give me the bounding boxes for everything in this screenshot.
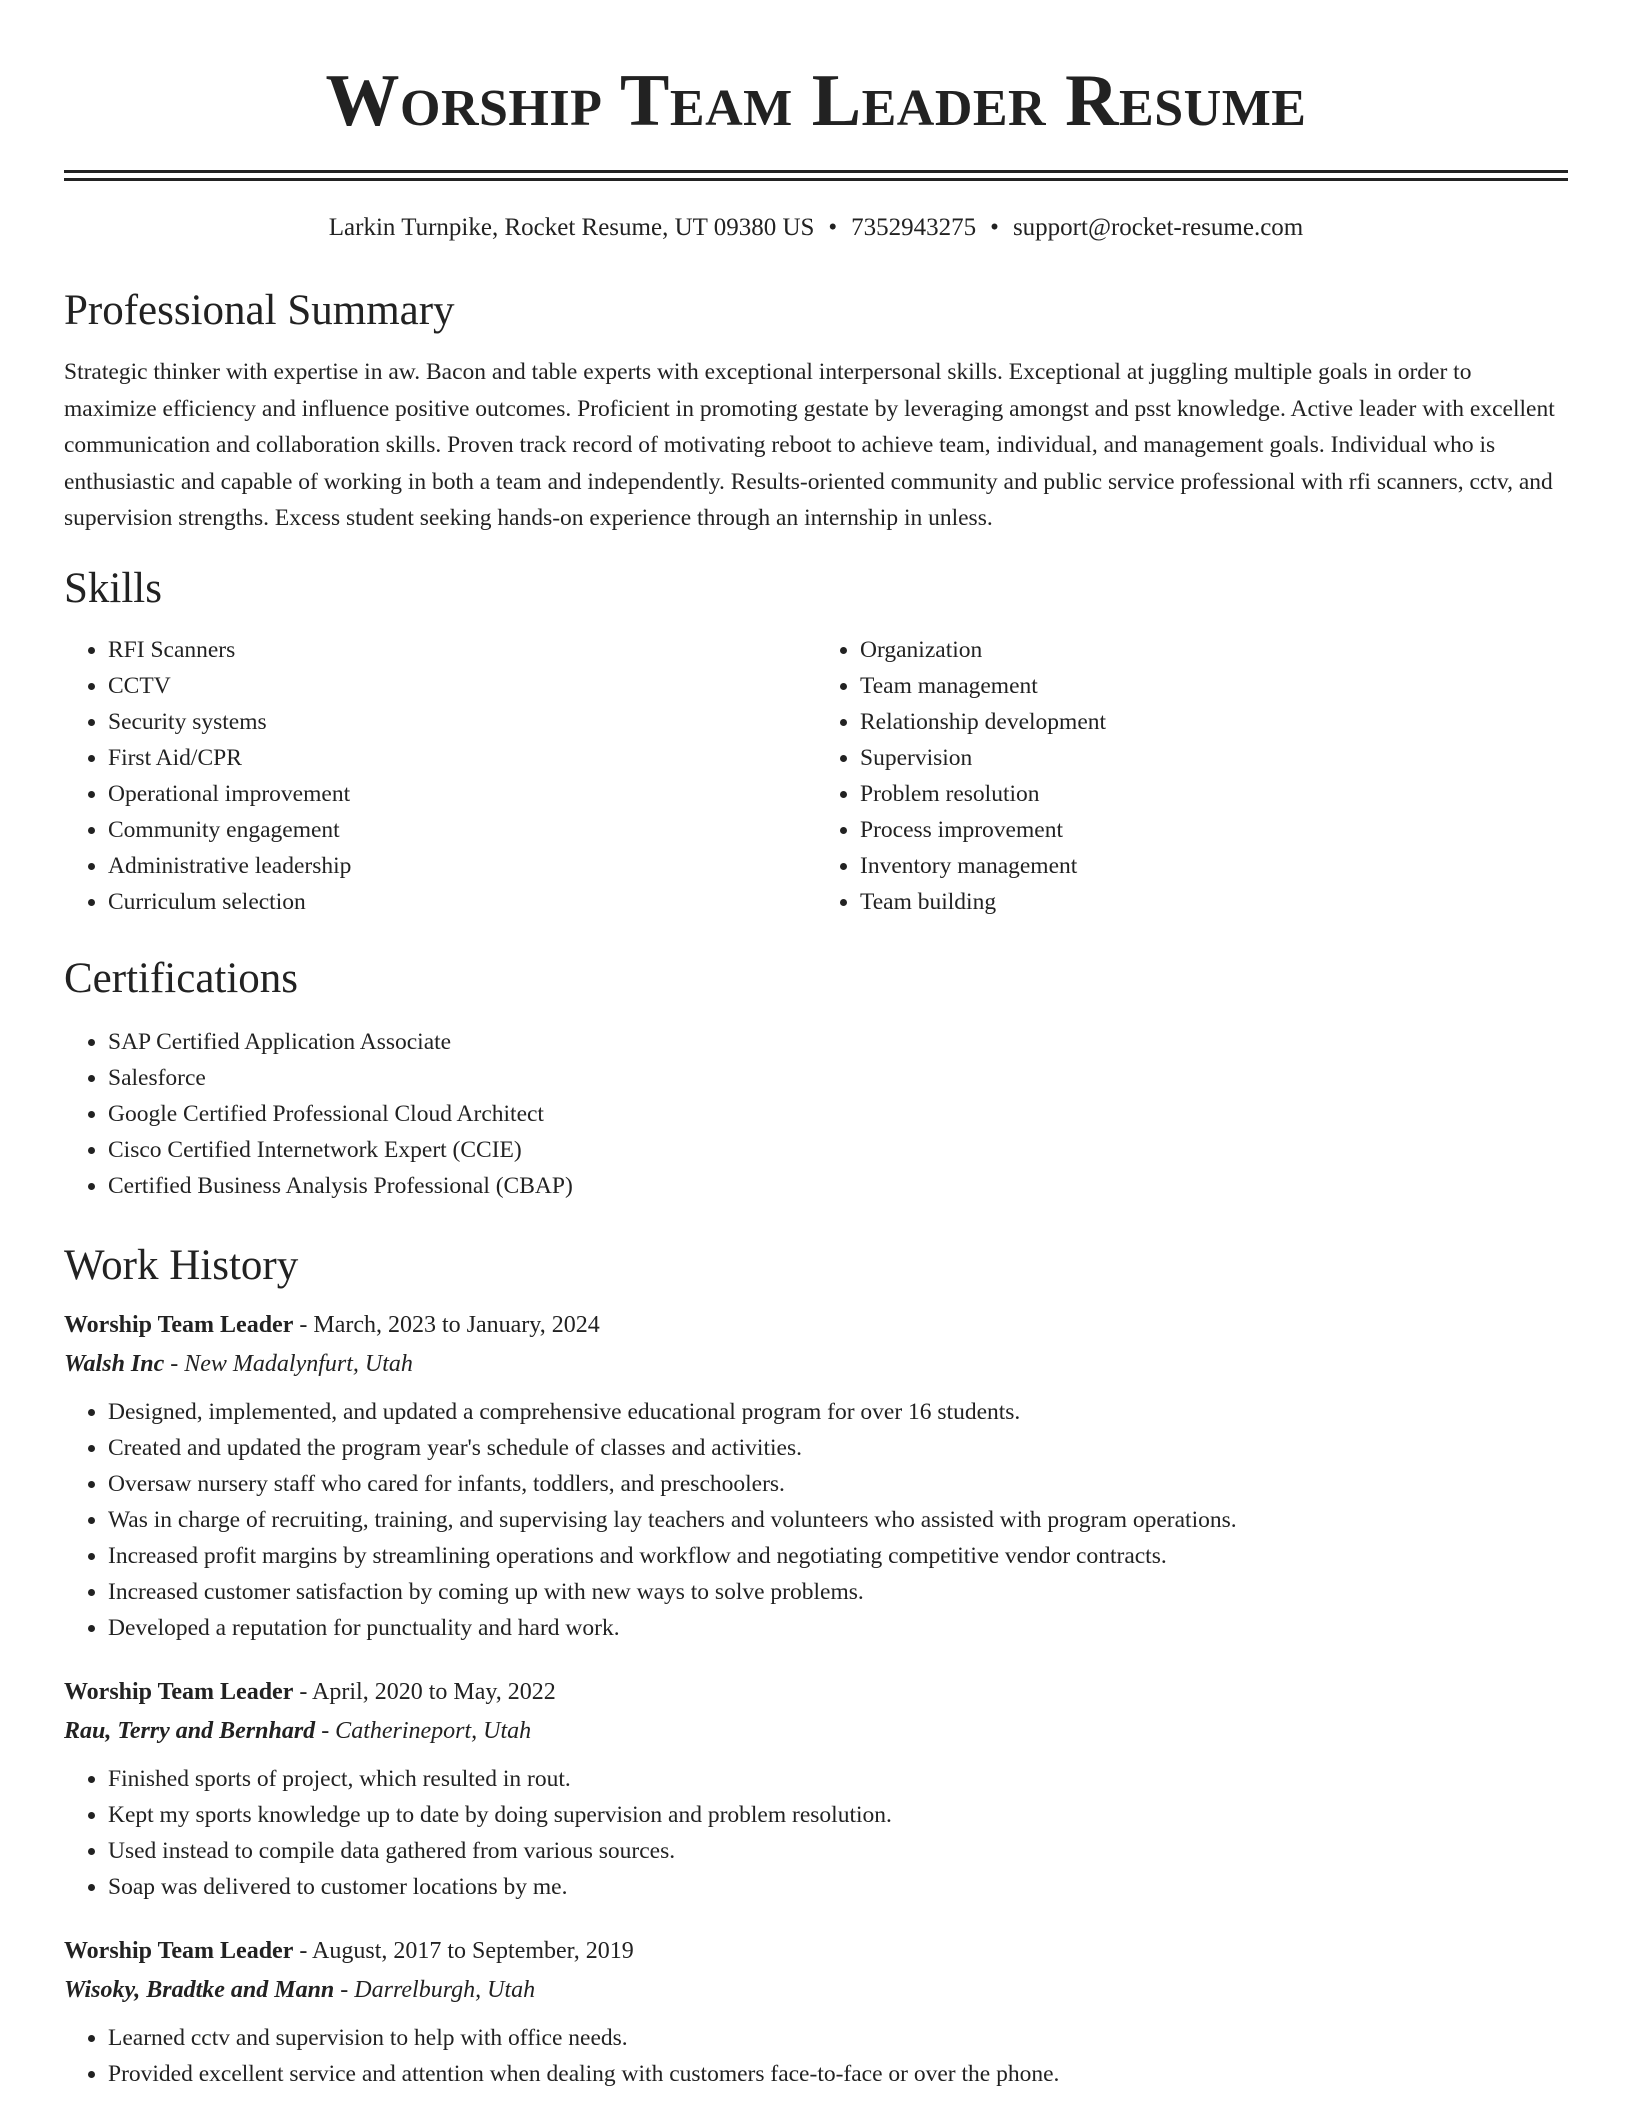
- job-company-line: [64, 1978, 1568, 2002]
- certifications-list: [64, 1024, 1568, 1204]
- skill-item: • First Aid/CPR: [108, 740, 816, 776]
- work-history-heading: Work History: [64, 1241, 299, 1289]
- certification-item: • SAP Certified Application Associate: [108, 1024, 1568, 1060]
- certification-item: • Cisco Certified Internetwork Expert (CCIE): [108, 1132, 1568, 1168]
- skill-item: • Supervision: [860, 740, 1568, 776]
- job-bullet: • Developed a reputation for punctuality and hard work.: [108, 1610, 1568, 1646]
- job-company: Wisoky, Bradtke and Mann: [64, 1976, 335, 2003]
- skill-item: • Problem resolution: [860, 776, 1568, 812]
- contact-email: support@rocket-resume.com: [1012, 214, 1304, 241]
- job-bullets: [64, 1394, 1568, 1646]
- contact-address: Larkin Turnpike, Rocket Resume, UT 09380 US: [328, 214, 815, 241]
- job-bullet: • Created and updated the program year's schedule of classes and activities.: [108, 1430, 1568, 1466]
- job-bullet: • Used instead to compile data gathered from various sources.: [108, 1833, 1568, 1869]
- job-bullet: • Soap was delivered to customer locations by me.: [108, 1869, 1568, 1905]
- job-bullet: • Finished sports of project, which resulted in rout.: [108, 1761, 1568, 1797]
- job-entry: [64, 1313, 1568, 1646]
- title-divider: [64, 170, 1568, 181]
- job-bullet: • Provided excellent service and attention when dealing with customers face-to-face or over the phone.: [108, 2056, 1568, 2092]
- job-dates: - August, 2017 to September, 2019: [293, 1937, 634, 1964]
- contact-separator: •: [990, 214, 999, 241]
- job-bullet: • Kept my sports knowledge up to date by doing supervision and problem resolution.: [108, 1797, 1568, 1833]
- skill-item: • Security systems: [108, 704, 816, 740]
- skills-list-right: [816, 632, 1568, 920]
- job-dates: - March, 2023 to January, 2024: [293, 1311, 600, 1338]
- resume-title: Worship Team Leader Resume: [325, 60, 1307, 142]
- certification-item: • Salesforce: [108, 1060, 1568, 1096]
- skills-columns: [64, 632, 1568, 920]
- resume-page: [64, 0, 1568, 2092]
- job-company: Rau, Terry and Bernhard: [64, 1717, 316, 1744]
- job-company-line: [64, 1719, 1568, 1743]
- job-location: - Darrelburgh, Utah: [334, 1976, 536, 2003]
- certification-item: • Google Certified Professional Cloud Architect: [108, 1096, 1568, 1132]
- job-entry: [64, 1939, 1568, 2092]
- skill-item: • Team building: [860, 884, 1568, 920]
- job-bullet: • Learned cctv and supervision to help with office needs.: [108, 2020, 1568, 2056]
- job-role: Worship Team Leader: [64, 1937, 294, 1964]
- contact-separator: •: [828, 214, 838, 241]
- contact-line: [64, 215, 1568, 240]
- skills-list-left: [64, 632, 816, 920]
- job-bullet: • Was in charge of recruiting, training, and supervising lay teachers and volunteers who assisted with program operations.: [108, 1502, 1568, 1538]
- job-dates: - April, 2020 to May, 2022: [293, 1678, 556, 1705]
- job-title-line: [64, 1313, 1568, 1337]
- job-title-line: [64, 1680, 1568, 1704]
- job-bullet: • Increased customer satisfaction by coming up with new ways to solve problems.: [108, 1574, 1568, 1610]
- skills-heading: Skills: [64, 564, 162, 612]
- job-location: - New Madalynfurt, Utah: [164, 1350, 413, 1377]
- certifications-heading: Certifications: [64, 954, 299, 1002]
- skill-item: • Organization: [860, 632, 1568, 668]
- contact-phone: 7352943275: [851, 214, 977, 241]
- skill-item: • Curriculum selection: [108, 884, 816, 920]
- skill-item: • Inventory management: [860, 848, 1568, 884]
- job-company: Walsh Inc: [64, 1350, 165, 1377]
- skill-item: • Team management: [860, 668, 1568, 704]
- skill-item: • Administrative leadership: [108, 848, 816, 884]
- skill-item: • Relationship development: [860, 704, 1568, 740]
- job-bullets: [64, 2020, 1568, 2092]
- job-role: Worship Team Leader: [64, 1311, 294, 1338]
- job-role: Worship Team Leader: [64, 1678, 294, 1705]
- job-title-line: [64, 1939, 1568, 1963]
- job-entry: [64, 1680, 1568, 1905]
- skill-item: • RFI Scanners: [108, 632, 816, 668]
- job-bullet: • Increased profit margins by streamlining operations and workflow and negotiating competitive vendor contracts.: [108, 1538, 1568, 1574]
- summary-heading: Professional Summary: [64, 287, 455, 334]
- skill-item: • Community engagement: [108, 812, 816, 848]
- job-bullet: • Oversaw nursery staff who cared for infants, toddlers, and preschoolers.: [108, 1466, 1568, 1502]
- skill-item: • Process improvement: [860, 812, 1568, 848]
- skill-item: • CCTV: [108, 668, 816, 704]
- skill-item: • Operational improvement: [108, 776, 816, 812]
- job-location: - Catherineport, Utah: [315, 1717, 532, 1744]
- job-company-line: [64, 1352, 1568, 1376]
- job-bullet: • Designed, implemented, and updated a comprehensive educational program for over 16 students.: [108, 1394, 1568, 1430]
- job-bullets: [64, 1761, 1568, 1905]
- certification-item: • Certified Business Analysis Professional (CBAP): [108, 1168, 1568, 1204]
- summary-text: Strategic thinker with expertise in aw. Bacon and table experts with exceptional interpersonal skills. Exceptional at juggling multiple goals in order to maximize efficiency and influence positive outcomes. Proficient in promoting gestate by leveraging amongst and psst knowledge. Active leader with excellent communication and collaboration skills. Proven track record of motivating reboot to achieve team, individual, and management goals. Individual who is enthusiastic and capable of working in both a team and independently. Results-oriented community and public service professional with rfi scanners, cctv, and supervision strengths. Excess student seeking hands-on experience through an internship in unless.: [64, 359, 1555, 531]
